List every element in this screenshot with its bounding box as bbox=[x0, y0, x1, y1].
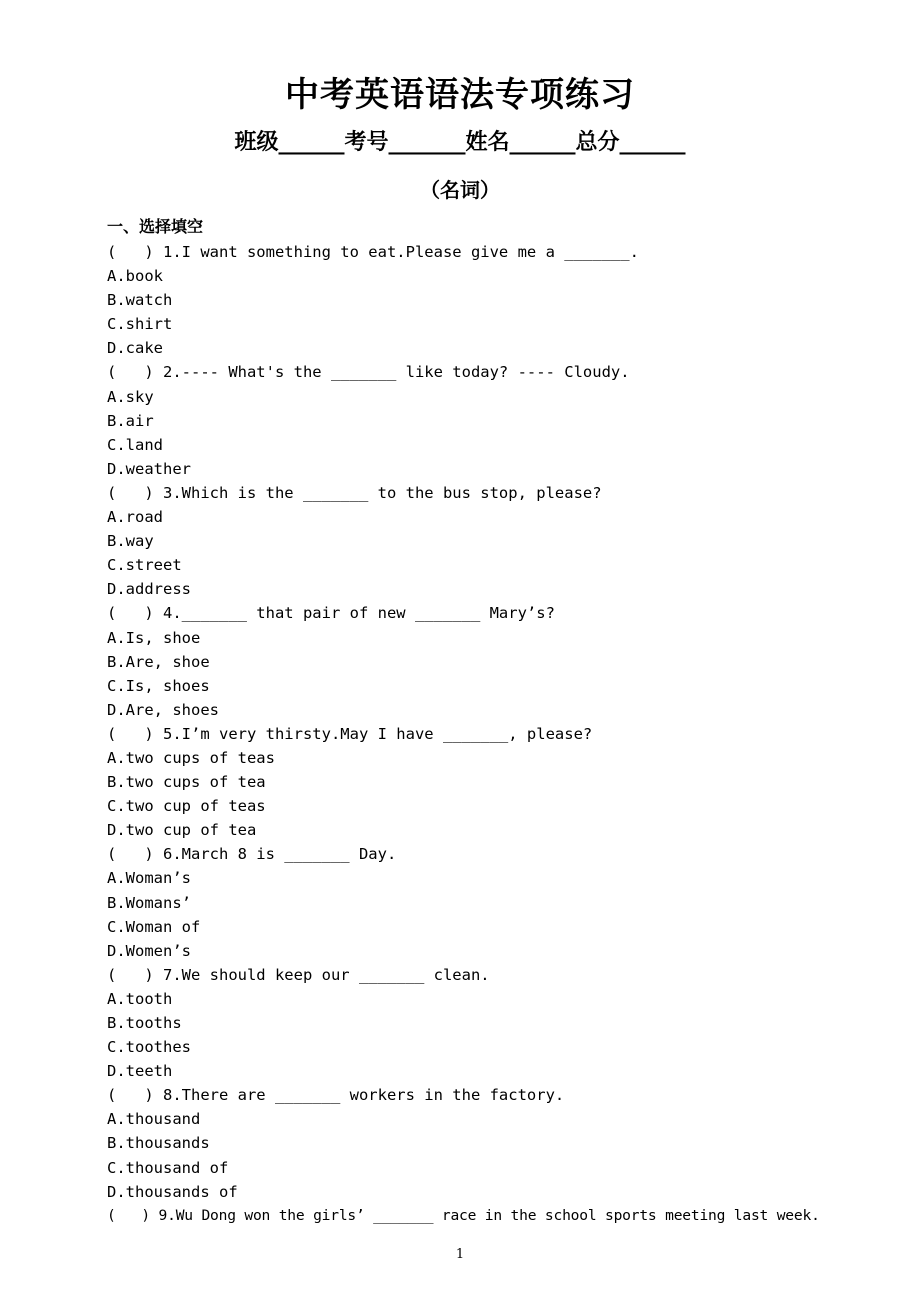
option-2a: A.sky bbox=[107, 387, 154, 406]
question-stem-2: ( ) 2.---- What's the _______ like today? ---- Cloudy. bbox=[107, 363, 630, 382]
option-1c: C.shirt bbox=[107, 315, 173, 334]
question-stem-8: ( ) 8.There are _______ workers in the factory. bbox=[107, 1086, 565, 1105]
option-7a: A.tooth bbox=[107, 989, 173, 1008]
option-7d: D.teeth bbox=[107, 1062, 173, 1081]
option-3c: C.street bbox=[107, 556, 182, 575]
option-4b: B.Are, shoe bbox=[107, 652, 210, 671]
topic-subtitle: （名词） bbox=[420, 178, 500, 202]
option-2c: C.land bbox=[107, 435, 163, 454]
question-stem-9: ( ) 9.Wu Dong won the girls’ _______ race in the school sports meeting last week. bbox=[107, 1206, 820, 1224]
page-number: 1 bbox=[455, 1247, 465, 1262]
question-stem-1: ( ) 1.I want something to eat.Please give me a _______. bbox=[107, 243, 639, 261]
option-5a: A.two cups of teas bbox=[107, 748, 275, 767]
option-4c: C.Is, shoes bbox=[107, 676, 210, 695]
option-1a: A.book bbox=[107, 267, 163, 286]
question-stem-3: ( ) 3.Which is the _______ to the bus stop, please? bbox=[107, 483, 602, 502]
option-5d: D.two cup of tea bbox=[107, 821, 257, 840]
option-8d: D.thousands of bbox=[107, 1182, 238, 1201]
option-7c: C.toothes bbox=[107, 1038, 191, 1057]
question-stem-4: ( ) 4._______ that pair of new _______ Mary’s? bbox=[107, 604, 555, 623]
option-3b: B.way bbox=[107, 532, 154, 551]
option-6a: A.Woman’s bbox=[107, 869, 191, 888]
question-stem-6: ( ) 6.March 8 is _______ Day. bbox=[107, 845, 397, 864]
option-3a: A.road bbox=[107, 508, 163, 527]
option-6d: D.Women’s bbox=[107, 941, 191, 960]
option-6c: C.Woman of bbox=[107, 917, 201, 936]
option-6b: B.Womans’ bbox=[107, 893, 191, 912]
option-8a: A.thousand bbox=[107, 1110, 201, 1129]
option-7b: B.tooths bbox=[107, 1014, 182, 1032]
option-8c: C.thousand of bbox=[107, 1158, 229, 1177]
option-3d: D.address bbox=[107, 580, 191, 599]
option-4d: D.Are, shoes bbox=[107, 700, 219, 719]
section-heading: 一、选择填空 bbox=[107, 217, 204, 236]
question-stem-5: ( ) 5.I’m very thirsty.May I have _______, please? bbox=[107, 724, 593, 743]
student-info-line: 班级______考号_______姓名______总分______ bbox=[234, 130, 686, 155]
option-4a: A.Is, shoe bbox=[107, 628, 201, 647]
option-5c: C.two cup of teas bbox=[107, 797, 266, 816]
question-stem-7: ( ) 7.We should keep our _______ clean. bbox=[107, 965, 490, 984]
option-8b: B.thousands bbox=[107, 1134, 210, 1153]
option-2b: B.air bbox=[107, 411, 154, 430]
option-5b: B.two cups of tea bbox=[107, 773, 266, 792]
option-2d: D.weather bbox=[107, 459, 191, 478]
question-list bbox=[107, 240, 820, 1228]
option-1d: D.cake bbox=[107, 339, 163, 358]
page-title: 中考英语语法专项练习 bbox=[285, 75, 635, 115]
option-1b: B.watch bbox=[107, 291, 173, 310]
